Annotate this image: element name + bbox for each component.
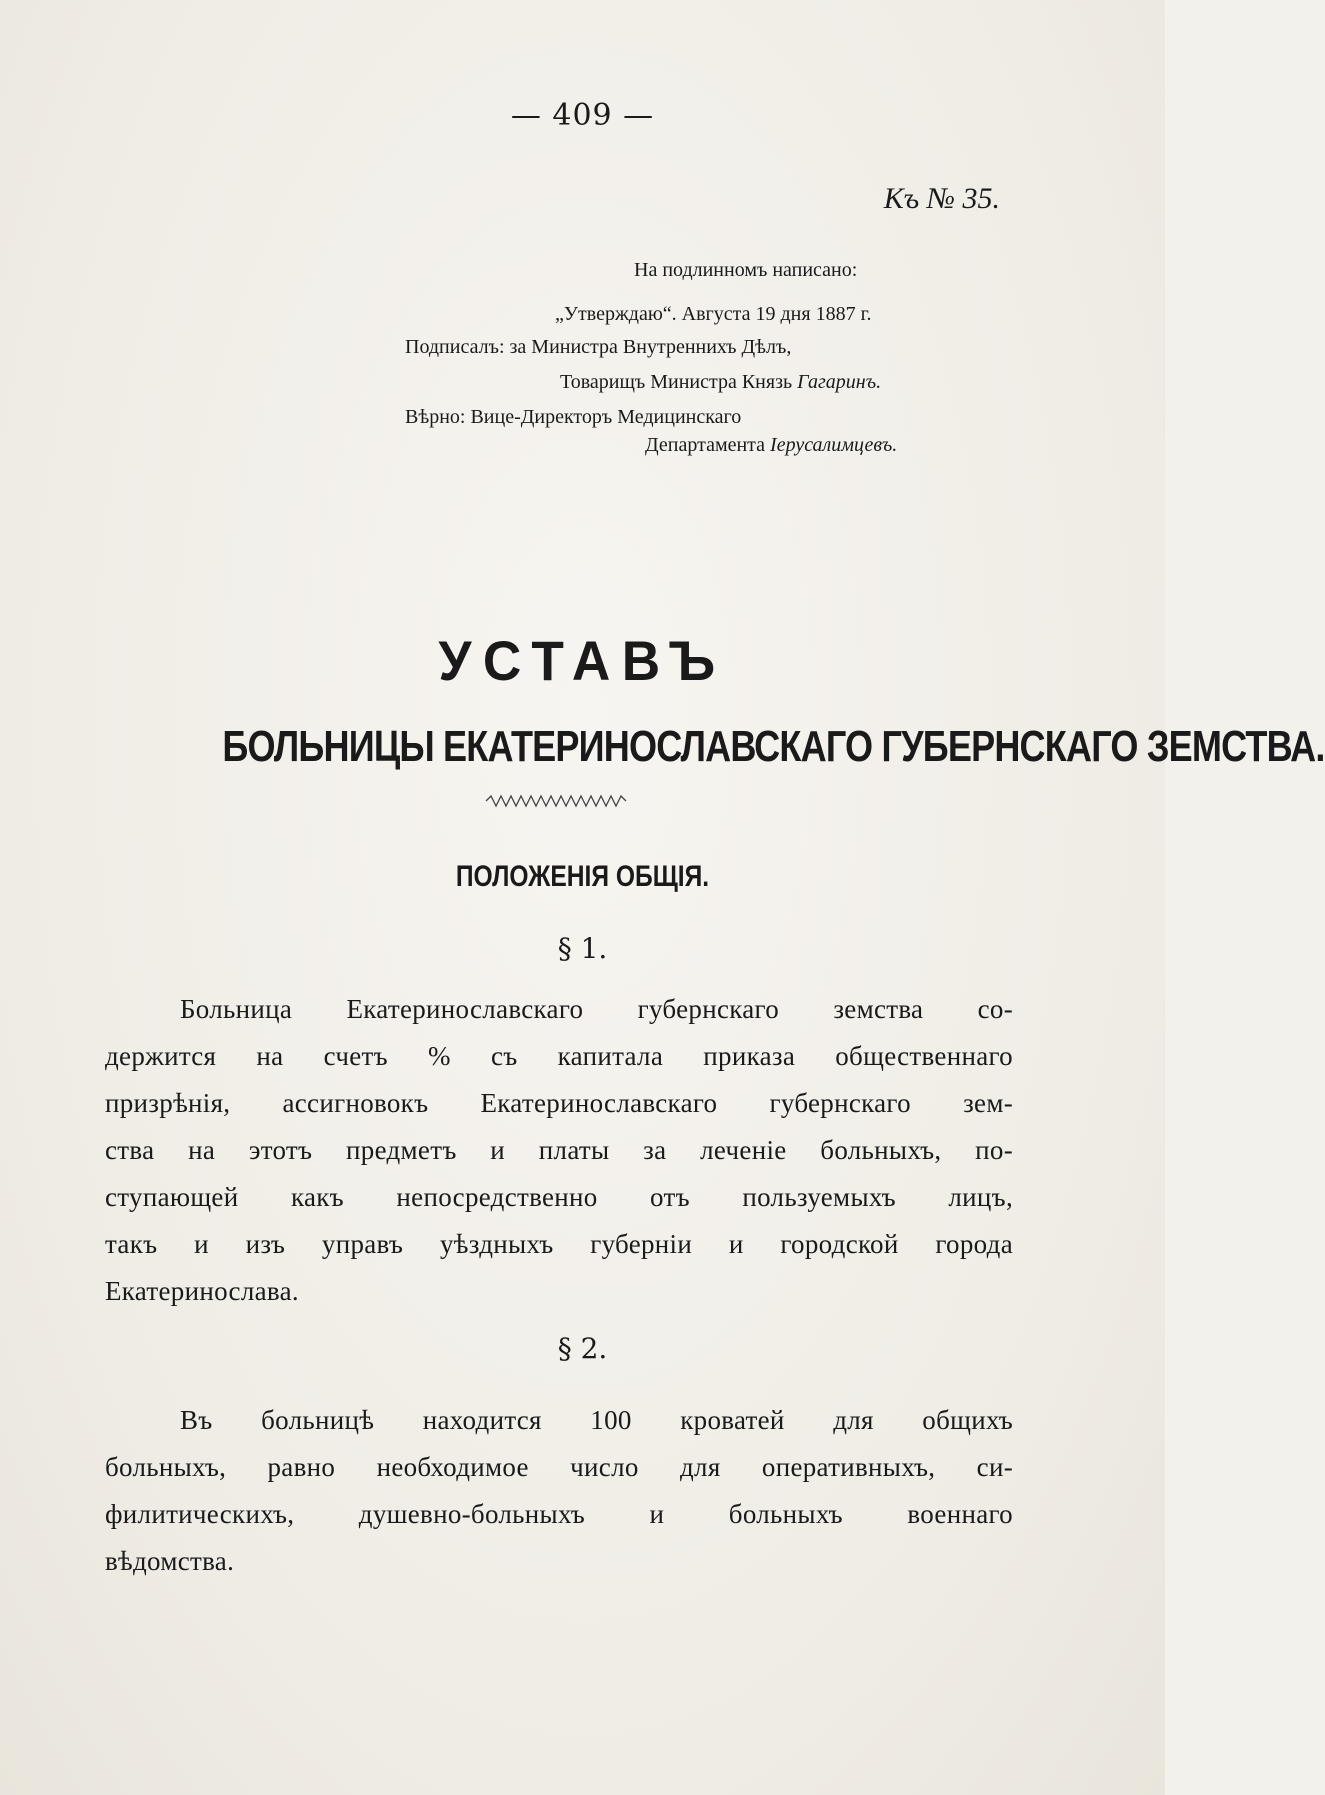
paragraph-1-line-2: держится на счетъ % съ капитала приказа общественнаго	[105, 1041, 1013, 1071]
paragraph-1-line-6: такъ и изъ управъ уѣздныхъ губерніи и городской города	[105, 1229, 1013, 1259]
paragraph-1-text	[105, 986, 1013, 1315]
paragraph-2-text	[105, 1397, 1013, 1585]
paragraph-1-line-7: Екатеринослава.	[105, 1276, 299, 1306]
paragraph-2-mark: § 2.	[557, 1332, 608, 1365]
reference-number: Къ № 35.	[883, 182, 1000, 215]
paragraph-2-line-3: филитическихъ, душевно-больныхъ и больныхъ военнаго	[105, 1499, 1013, 1529]
certification-line-4	[560, 368, 881, 396]
certification-line-2: „Утверждаю“. Августа 19 дня 1887 г.	[555, 303, 872, 325]
decorative-ornament	[486, 794, 626, 808]
paragraph-2-line-1: Въ больницѣ находится 100 кроватей для общихъ	[180, 1405, 1013, 1435]
certification-line-5: Вѣрно: Вице-Директоръ Медицинскаго	[405, 406, 742, 428]
certification-line-4-text: Товарищъ Министра Князь	[560, 371, 793, 393]
paragraph-1-mark: § 1.	[557, 932, 608, 965]
section-heading: ПОЛОЖЕНІЯ ОБЩІЯ.	[455, 860, 710, 893]
paragraph-1-line-4: ства на этотъ предметъ и платы за леченіе больныхъ, по-	[105, 1135, 1013, 1165]
paragraph-1-line-3: призрѣнія, ассигновокъ Екатеринославскаго губернскаго зем-	[105, 1088, 1013, 1118]
document-title: УСТАВЪ	[438, 629, 727, 692]
signatory-name-gagarin: Гагаринъ.	[797, 371, 882, 393]
document-subtitle: БОЛЬНИЦЫ ЕКАТЕРИНОСЛАВСКАГО ГУБЕРНСКАГО ЗЕМСТВА.	[222, 722, 1325, 771]
certification-line-1: На подлинномъ написано:	[634, 259, 858, 281]
paragraph-1-line-5: ступающей какъ непосредственно отъ пользуемыхъ лицъ,	[105, 1182, 1013, 1212]
paragraph-1-line-1: Больница Екатеринославскаго губернскаго земства со-	[180, 994, 1013, 1024]
signatory-name-ierusalimtsev: Іерусалимцевъ.	[770, 434, 898, 456]
page-number: — 409 —	[510, 98, 655, 133]
certification-line-3: Подписалъ: за Министра Внутреннихъ Дѣлъ,	[405, 336, 792, 358]
paragraph-2-line-4: вѣдомства.	[105, 1546, 235, 1576]
paragraph-2-line-2: больныхъ, равно необходимое число для оперативныхъ, си-	[105, 1452, 1013, 1482]
certification-line-6-text: Департамента	[645, 434, 766, 456]
certification-line-6	[645, 431, 897, 459]
